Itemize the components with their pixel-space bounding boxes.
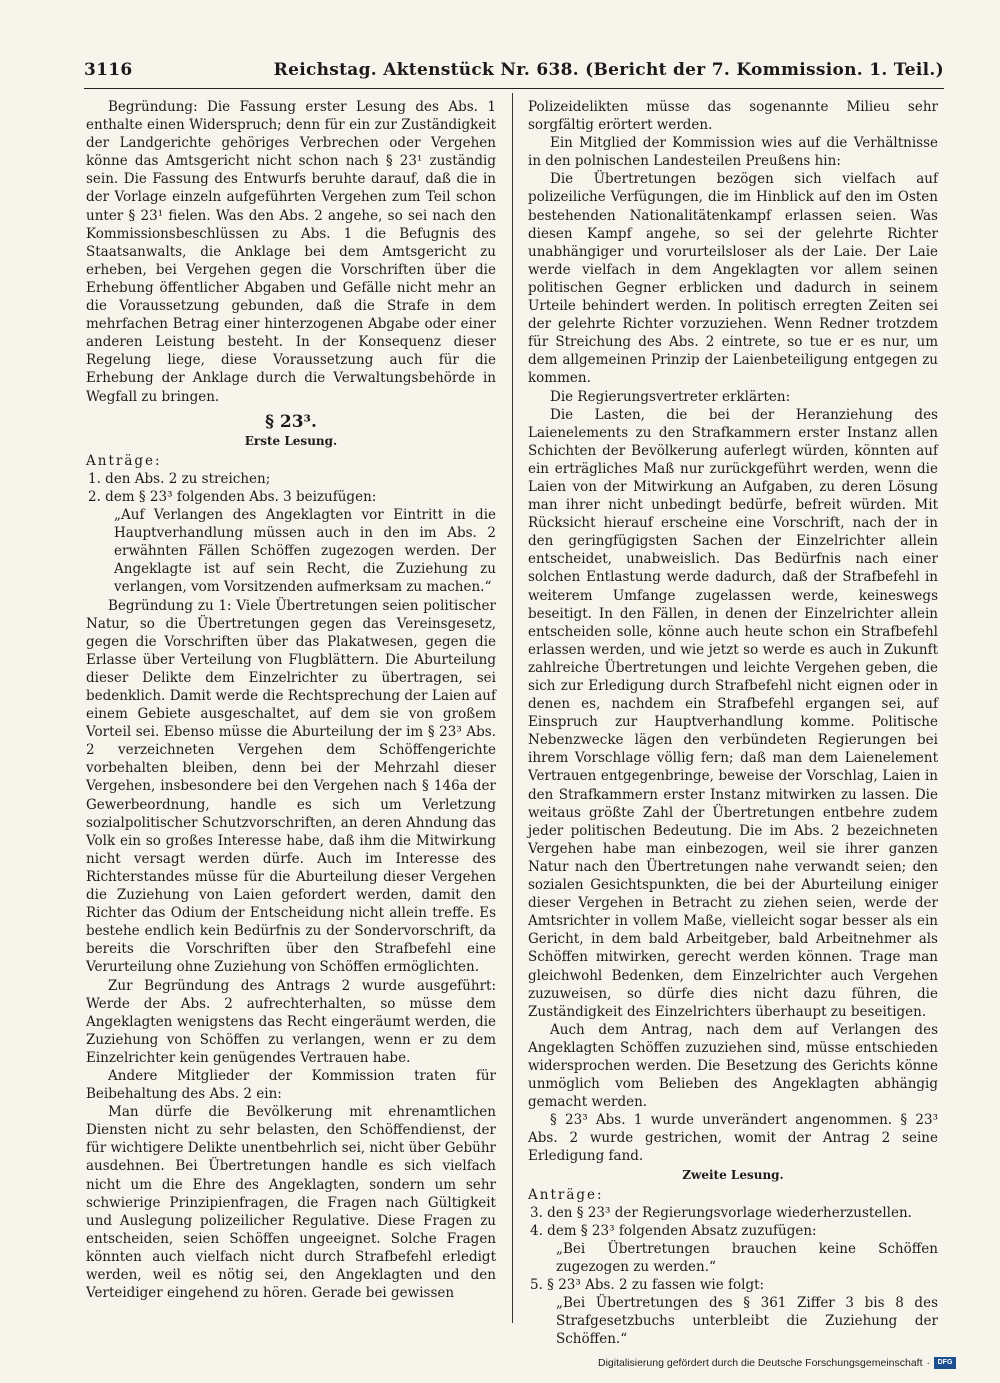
paragraph: Zur Begründung des Antrags 2 wurde ausgeführt: Werde der Abs. 2 aufrechterhalten, so müsse dem Angeklagten wenigstens das Recht eingeräumt werden, die Zuziehung von Schöffen zu verlangen, wenn er zu dem Einzelrichter kein genügendes Vertrauen habe. [86, 977, 496, 1066]
motions-label: Anträge: [528, 1186, 604, 1203]
paragraph: Ein Mitglied der Kommission wies auf die Verhältnisse in den polnischen Landesteilen Preußens hin: [528, 135, 938, 170]
motion-quote: „Bei Übertretungen brauchen keine Schöffen zugezogen zu werden.“ [556, 1240, 938, 1275]
paragraph: § 23³ Abs. 1 wurde unverändert angenommen. § 23³ Abs. 2 wurde gestrichen, womit der Antrag 2 seine Erledigung fand. [528, 1112, 938, 1165]
motion-item: 3. den § 23³ der Regierungsvorlage wiederherzustellen. [530, 1204, 912, 1221]
motion-item: 5. § 23³ Abs. 2 zu fassen wie folgt: [530, 1277, 765, 1294]
motion-item: 1. den Abs. 2 zu streichen; [88, 470, 271, 487]
paragraph: Die Lasten, die bei der Heranziehung des Laienelements zu den Strafkammern erster Instanz allen Schichten der Bevölkerung auferlegt würden, könnten auf ein erträgliches Maß nur zurückgeführt werden, wenn die Laien von der Mitwirkung an Aufgaben, zu deren Lösung man ihrer nicht unbedingt bedürfe, befreit würden. Mit Rücksicht hierauf erscheine eine Vorschrift, nach der in den geringfügigsten Sachen der Einzelrichter allein entscheidet, unabweislich. Das Bedürfnis nach einer solchen Entlastung werde dadurch, daß der Strafbefehl in weiterem Umfange zugelassen werde, keineswegs beseitigt. In den Fällen, in denen der Einzelrichter allein entscheiden solle, könne auch heute schon ein Strafbefehl erlassen werden, und wie jetzt so werde es auch in Zukunft zahlreiche Übertretungen und leichte Vergehen geben, die sich zur Erledigung durch Strafbefehl nicht eignen oder in denen es, nachdem ein Strafbefehl ergangen sei, auf Einspruch zur Hauptverhandlung komme. Politische Nebenzwecke lägen den verbündeten Regierungen bei ihrem Vorschlage völlig fern; daß man dem Laienelement Vertrauen entgegenbringe, beweise der Vorschlag, Laien in den Strafkammern erster Instanz mitwirken zu lassen. Die weitaus größte Zahl der Übertretungen entbehre zudem jeder politischen Bedeutung. Die im Abs. 2 bezeichneten Vergehen habe man einbezogen, weil sie ihrer ganzen Natur nach den Übertretungen nahe verwandt seien; den sozialen Gesichtspunkten, die bei der Aburteilung einiger dieser Vergehen in Betracht zu ziehen seien, werde der Amtsrichter in vollem Maße, vielleicht sogar besser als ein Gericht, in dem bald Arbeitgeber, bald Arbeitnehmer als Schöffen mitwirken, gerecht werden können. Trage man gleichwohl Bedenken, dem Einzelrichter auch Vergehen zuzuweisen, so dürfe dies nicht dazu führen, die Zuständigkeit des Einzelrichters überhaupt zu beseitigen. [528, 406, 938, 1020]
page-header [84, 60, 944, 80]
motion-quote: „Auf Verlangen des Angeklagten vor Eintritt in die Hauptverhandlung müssen auch in den im Abs. 2 erwähnten Fällen Schöffen zugezogen werden. Der Angeklagte ist auf sein Recht, die Zuziehung zu verlangen, vom Vorsitzenden aufmerksam zu machen.“ [114, 507, 496, 596]
dfg-logo-icon: DFG [934, 1357, 956, 1369]
motion-item: 2. dem § 23³ folgenden Abs. 3 beizufügen: [88, 488, 377, 505]
section-heading: § 23³. [265, 411, 317, 432]
reading-subheading: Erste Lesung. [244, 433, 338, 448]
paragraph: Man dürfe die Bevölkerung mit ehrenamtlichen Diensten nicht zu sehr belasten, den Schöffendienst, der für wichtigere Delikte unentbehrlich sei, nicht über Gebühr ausdehnen. Bei Übertretungen handle es sich vielfach nicht um die Ehre des Angeklagten, sondern um sehr schwierige Prinzipienfragen, die Fragen nach Gültigkeit und Auslegung polizeilicher Regulative. Diese Fragen zu entscheiden, seien Schöffen ungeeignet. Solche Fragen könnten auch vielfach nicht durch Strafbefehl erledigt werden, weil es nötig sei, den Angeklagten und den Verteidiger eingehend zu hören. Gerade bei gewissen [86, 1104, 496, 1302]
paragraph: Auch dem Antrag, nach dem auf Verlangen des Angeklagten Schöffen zuzuziehen sind, müsse entschieden widersprochen werden. Die Besetzung des Gerichts könne unmöglich vom Belieben des Angeklagten abhängig gemacht werden. [528, 1021, 938, 1111]
digitization-credit: Digitalisierung gefördert durch die Deutsche Forschungsgemeinschaft · DFG [598, 1357, 956, 1369]
credit-text: Digitalisierung gefördert durch die Deutsche Forschungsgemeinschaft [597, 1357, 923, 1369]
motion-quote: „Bei Übertretungen des § 361 Ziffer 3 bis 8 des Strafgesetzbuchs unterbleibt die Zuziehung der Schöffen.“ [556, 1295, 938, 1348]
paragraph: Polizeidelikten müsse das sogenannte Milieu sehr sorgfältig erörtert werden. [528, 99, 938, 134]
column-divider [512, 93, 513, 1323]
page-number: 3116 [84, 60, 133, 80]
paragraph: Andere Mitglieder der Kommission traten für Beibehaltung des Abs. 2 ein: [86, 1067, 496, 1103]
paragraph: Die Regierungsvertreter erklärten: [550, 388, 791, 405]
reading-subheading: Zweite Lesung. [682, 1167, 784, 1182]
left-column [86, 98, 496, 1302]
motions-label: Anträge: [86, 452, 162, 469]
right-column [528, 98, 938, 1348]
paragraph: Begründung zu 1: Viele Übertretungen seien politischer Natur, so die Übertretungen gegen das Vereinsgesetz, gegen die Vorschriften über das Plakatwesen, gegen die Erlasse über Verteilung von Flugblättern. Die Aburteilung dieser Delikte dem Einzelrichter zu übertragen, sei bedenklich. Damit werde die Rechtsprechung der Laien auf einem Gebiete ausgeschaltet, auf dem sie von großem Vorteil sei. Ebenso müsse die Aburteilung der im § 23³ Abs. 2 verzeichneten Vergehen dem Schöffengerichte vorbehalten bleiben, denn bei der Mehrzahl dieser Vergehen, insbesondere bei den Vergehen nach § 146a der Gewerbeordnung, handle es sich um Verletzung sozialpolitischer Schutzvorschriften, an deren Ahndung das Volk ein so großes Interesse habe, daß ihm die Mitwirkung nicht versagt werden dürfe. Auch im Interesse des Richterstandes müsse für die Aburteilung dieser Vergehen die Zuziehung von Laien gefordert werden, damit den Richter das Odium der Entscheidung nicht allein treffe. Es bestehe endlich kein Bedürfnis zu der Sondervorschrift, da bereits die Vorschriften über den Strafbefehl eine Verurteilung ohne Zuziehung von Schöffen ermöglichten. [86, 597, 496, 976]
motion-item: 4. dem § 23³ folgenden Absatz zuzufügen: [530, 1222, 817, 1239]
running-title: Reichstag. Aktenstück Nr. 638. (Bericht der 7. Kommission. 1. Teil.) [273, 60, 944, 80]
paragraph: Begründung: Die Fassung erster Lesung des Abs. 1 enthalte einen Widerspruch; denn für ein zur Zuständigkeit der Landgerichte gehöriges Verbrechen oder Vergehen könne das Amtsgericht nicht schon nach § 23¹ zuständig sein. Die Fassung des Entwurfs beruhte darauf, daß die in der Vorlage einzeln aufgeführten Vergehen zum Teil schon unter § 23¹ fielen. Was den Abs. 2 angehe, so sei nach den Kommissionsbeschlüssen zu Abs. 1 die Befugnis des Staatsanwalts, die Anklage bei dem Amtsgericht zu erheben, bei Vergehen gegen die Vorschriften über die Erhebung öffentlicher Abgaben und Gefälle nicht mehr an die Voraussetzung gebunden, daß die Strafe in dem mehrfachen Betrag einer hinterzogenen Abgabe oder einer anderen Leistung besteht. In der Konsequenz dieser Regelung liege, diese Voraussetzung auch für die Erhebung der Anklage durch die Verwaltungsbehörde in Wegfall zu bringen. [86, 99, 496, 405]
header-rule [84, 88, 944, 89]
paragraph: Die Übertretungen bezögen sich vielfach auf polizeiliche Verfügungen, die im Hinblick auf den im Osten bestehenden Nationalitätenkampf erlassen seien. Was diesen Kampf angehe, so sei der gelehrte Richter unabhängiger und vorurteilsloser als der Laie. Der Laie werde vielfach in dem Angeklagten vor allem seinen politischen Gegner erblicken und dadurch in seinem Urteile behindert werden. In politisch erregten Zeiten sei der gelehrte Richter vorzuziehen. Wenn Redner trotzdem für Streichung des Abs. 2 eintrete, so tue er es nur, um dem allgemeinen Prinzip der Laienbeteiligung entgegen zu kommen. [528, 171, 938, 387]
